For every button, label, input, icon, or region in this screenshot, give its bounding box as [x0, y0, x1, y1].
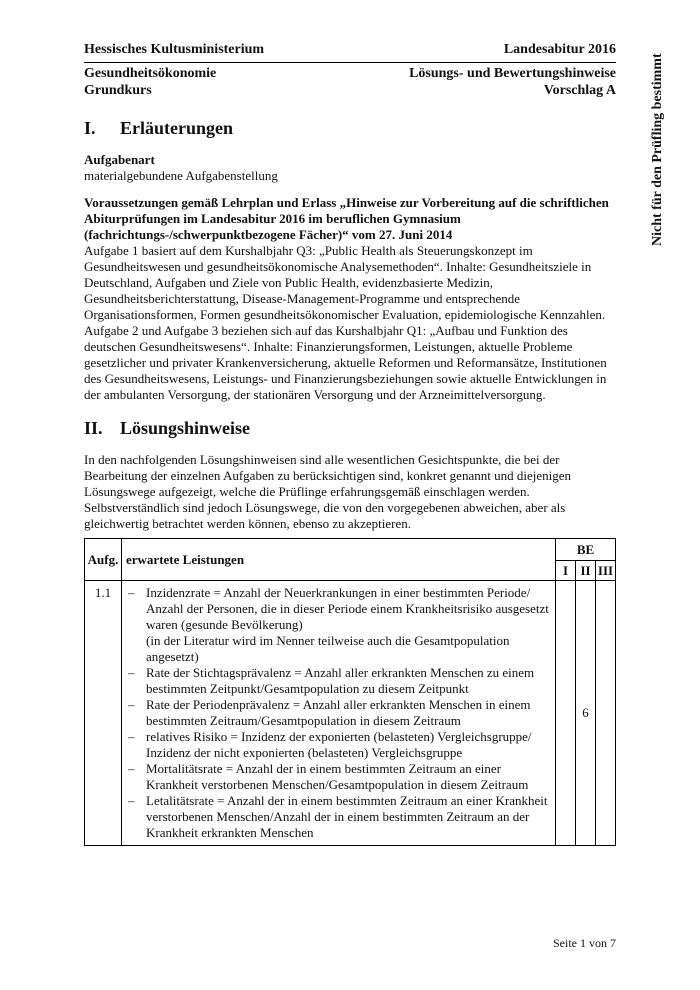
- table-header-row: [85, 539, 616, 561]
- bullet-dash: –: [128, 665, 135, 680]
- list-item: [126, 697, 551, 729]
- list-item: [126, 761, 551, 793]
- col-header-aufg: Aufg.: [85, 539, 122, 581]
- item-stichtagspraevalenz: Rate der Stichtagsprävalenz = Anzahl aller erkrankten Menschen zu einem bestimmten Zeitpunkt/Gesamtpopulation zu diesem Zeitpunkt: [146, 665, 535, 696]
- aufgabenart-label: Aufgabenart: [84, 152, 155, 167]
- header-row-subject: [84, 66, 616, 82]
- bullet-dash: –: [128, 793, 135, 808]
- row-be-i: [556, 581, 576, 846]
- row-be-ii: 6: [576, 581, 596, 846]
- aufgabe-2-3-description: Aufgabe 2 und Aufgabe 3 beziehen sich auf das Kurshalbjahr Q1: „Aufbau und Funktion des deutschen Gesundheitswesens“. Inhalte: Finanzierungsformen, Leistungen, aktuelle Probleme gesetzlicher und privater Krankenversicherung, aktuelle Reformen und Reformansätze, Institutionen des Gesundheitswesens, Leistungs- und Finanzierungsbeziehungen sowie aktuelle Entwicklungen in der ambulanten Versorgung, der stationären Versorgung und der Arzneimittelversorgung.: [84, 323, 607, 402]
- list-item: [126, 793, 551, 841]
- aufgabenart-value: materialgebundene Aufgabenstellung: [84, 168, 278, 183]
- item-periodenpraevalenz: Rate der Periodenprävalenz = Anzahl aller erkrankten Menschen in einem bestimmten Zeitraum/Gesamtpopulation in diesem Zeitraum: [146, 697, 531, 728]
- proposal-label: Vorschlag A: [543, 83, 616, 98]
- section-2-title: Lösungshinweise: [120, 418, 251, 438]
- item-mortalitaetsrate: Mortalitätsrate = Anzahl der in einem bestimmten Zeitraum an einer Krankheit verstorbenen Menschen/Gesamtpopulation in diesem Zeitraum: [146, 761, 529, 792]
- section-1-heading: [84, 118, 233, 139]
- list-item: [126, 665, 551, 697]
- col-header-be-i: I: [556, 561, 576, 581]
- item-relatives-risiko: relatives Risiko = Inzidenz der exponierten (belasteten) Vergleichsgruppe/ Inzidenz der nicht exponierten (belasteten) Vergleichsgruppe: [146, 729, 532, 760]
- exam-name: Landesabitur 2016: [503, 42, 616, 57]
- col-header-be: BE: [556, 539, 616, 561]
- section-1-number: I.: [84, 118, 96, 138]
- header-row-course: [84, 83, 616, 99]
- bullet-dash: –: [128, 697, 135, 712]
- item-letalitaetsrate: Letalitätsrate = Anzahl der in einem bestimmten Zeitraum an einer Krankheit verstorbenen Menschen/Anzahl der in einem bestimmten Zeitraum an der Krankheit erkrankten Menschen: [146, 793, 548, 840]
- list-item: [126, 729, 551, 761]
- section-2-heading: [84, 418, 250, 439]
- leistungen-list: [122, 581, 555, 845]
- section-2-intro: In den nachfolgenden Lösungshinweisen sind alle wesentlichen Gesichtspunkte, die bei der Bearbeitung der einzelnen Aufgaben zu berücksichtigen sind, konkret genannt und diejenigen Lösungswege aufgezeigt, welche die Prüflinge erfahrungsgemäß einschlagen werden. Selbstverständlich sind jedoch Lösungswege, die von den vorgegebenen abweichen, aber als gleichwertig betrachtet werden können, ebenso zu akzeptieren.: [84, 452, 571, 531]
- bullet-dash: –: [128, 729, 135, 744]
- row-be-iii: [596, 581, 616, 846]
- col-header-be-iii: III: [596, 561, 616, 581]
- solutions-table: [84, 538, 616, 846]
- section-2-number: II.: [84, 418, 103, 438]
- header-rule: [84, 62, 616, 63]
- voraussetzungen: Voraussetzungen gemäß Lehrplan und Erlass „Hinweise zur Vorbereitung auf die schriftlichen Abiturprüfungen im Landesabitur 2016 im beruflichen Gymnasium (fachrichtungs-/schwerpunktbezogene Fächer)“ vom 27. Juni 2014: [84, 195, 609, 242]
- row-aufg-number: 1.1: [85, 581, 122, 846]
- course-name: Grundkurs: [84, 83, 152, 98]
- subject-name: Gesundheitsökonomie: [84, 66, 217, 81]
- bullet-dash: –: [128, 761, 135, 776]
- row-leistungen: [122, 581, 556, 846]
- col-header-be-ii: II: [576, 561, 596, 581]
- doc-type: Lösungs- und Bewertungshinweise: [409, 66, 616, 81]
- section-1-title: Erläuterungen: [120, 118, 234, 138]
- header-row-top: [84, 42, 616, 58]
- page-number: Seite 1 von 7: [553, 936, 616, 950]
- table-row: [85, 581, 616, 846]
- bullet-dash: –: [128, 585, 135, 600]
- aufgabe-1-description: Aufgabe 1 basiert auf dem Kurshalbjahr Q3: „Public Health als Steuerungskonzept im Gesundheitswesen und gesundheitsökonomische Analysemethoden“. Inhalte: Gesundheitsziele in Deutschland, Aufgaben und Ziele von Public Health, evidenzbasierte Medizin, Gesundheitsberichterstattung, Disease-Management-Programme und entsprechende Organisationsformen, Formen gesundheitsökonomischer Evaluation, epidemiologische Kennzahlen.: [84, 243, 606, 322]
- item-inzidenzrate: Inzidenzrate = Anzahl der Neuerkrankungen in einer bestimmten Periode/ Anzahl der Personen, die in dieser Periode einem Krankheitsrisiko ausgesetzt waren (gesunde Bevölkerung): [146, 585, 549, 632]
- item-inzidenzrate-note: (in der Literatur wird im Nenner teilweise auch die Gesamtpopulation angesetzt): [146, 633, 510, 664]
- sidebar-note: Nicht für den Prüfling bestimmt: [650, 53, 665, 246]
- list-item: [126, 585, 551, 665]
- col-header-leistungen: erwartete Leistungen: [122, 539, 556, 581]
- ministry-name: Hessisches Kultusministerium: [84, 42, 265, 57]
